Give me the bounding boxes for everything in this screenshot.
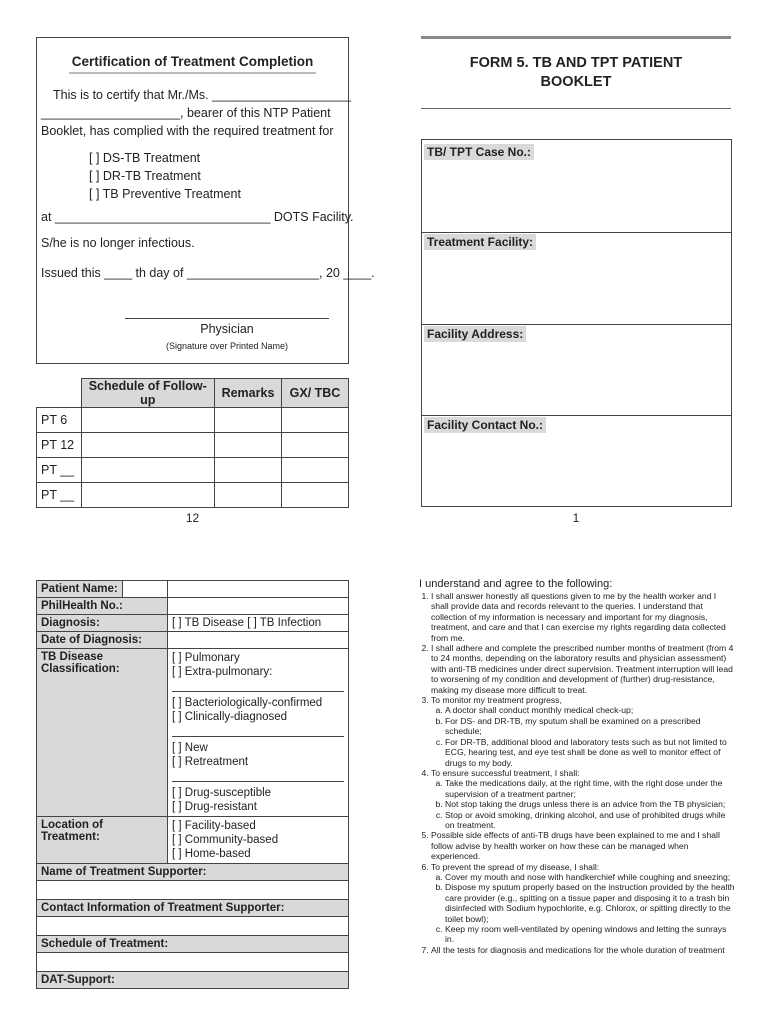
table-cell[interactable] <box>282 483 349 508</box>
issued-line: Issued this ____ th day of ___________________, 20 ____. <box>41 266 375 280</box>
signature-note: (Signature over Printed Name) <box>165 341 289 351</box>
page-number-left: 12 <box>185 511 200 525</box>
supporter-input[interactable] <box>37 881 349 900</box>
table-cell[interactable] <box>81 458 215 483</box>
list-item: b. For DS- and DR-TB, my sputum shall be examined on a prescribed schedule; <box>445 716 735 737</box>
option-ds-tb: [ ] DS-TB Treatment <box>89 151 201 165</box>
schedule-input[interactable] <box>37 953 349 972</box>
field-case-no[interactable] <box>422 140 731 233</box>
location-options[interactable] <box>168 817 349 864</box>
opt-new[interactable]: [ ] New <box>172 742 208 754</box>
opt-extra-pulmonary[interactable]: [ ] Extra-pulmonary: <box>172 666 273 678</box>
form-title-rule-top <box>421 36 731 39</box>
field-case-no-label: TB/ TPT Case No.: <box>424 144 534 160</box>
facility-line: at _______________________________ DOTS Facility. <box>41 210 354 224</box>
certificate-title: Certification of Treatment Completion <box>71 54 314 69</box>
table-row <box>37 458 349 483</box>
classification-label: TB Disease Classification: <box>37 649 168 817</box>
field-facility-contact[interactable] <box>422 415 731 506</box>
list-item: 3. To monitor my treatment progress, a. A doctor shall conduct monthly medical check-up; b. For DS- and DR-TB, my sputum shall be examined on a prescribed schedule; c. For DR-TB, additional blood and laboratory tests such as but not limited to ECG, hearing test, and eye test shall be done as well to monitor effect of drugs to my body. <box>431 695 735 768</box>
list-item: 5. Possible side effects of anti-TB drugs have been explained to me and I shall follow advise by health worker on how these can be managed when experienced. <box>431 830 735 861</box>
contact-input[interactable] <box>37 917 349 936</box>
certificate-line3: Booklet, has complied with the required treatment for <box>41 124 334 138</box>
supporter-label: Name of Treatment Supporter: <box>37 864 349 881</box>
followup-header-blank <box>37 379 82 408</box>
patient-info-table <box>36 580 349 989</box>
form-title-line2: BOOKLET <box>540 74 612 90</box>
list-item: b. Not stop taking the drugs unless there is an advice from the TB physician; <box>445 799 735 809</box>
contact-label: Contact Information of Treatment Supporter: <box>37 900 349 917</box>
dat-label: DAT-Support: <box>37 972 349 989</box>
list-item: c. For DR-TB, additional blood and laboratory tests such as but not limited to ECG, hearing test, and eye test shall be done as well to monitor effect of drugs to my body. <box>445 737 735 768</box>
table-cell[interactable] <box>282 458 349 483</box>
list-item: 6. To prevent the spread of my disease, I shall: a. Cover my mouth and nose with handkerchief while coughing and sneezing; b. Dispose my sputum properly based on the instruction provided by the health care provider (e.g., spitting on a tissue paper and disposing it to a trash bin disinfected with Sodium hypochlorite, e.g. Chlorox, or spitting directly to the toilet bowl); c. Keep my room well-ventilated by opening windows and letting the sunrays in. <box>431 862 735 945</box>
opt-community-based[interactable]: [ ] Community-based <box>172 834 279 846</box>
opt-drug-susceptible[interactable]: [ ] Drug-susceptible <box>172 787 272 799</box>
philhealth-label: PhilHealth No.: <box>37 598 168 615</box>
patient-name-cell[interactable] <box>168 581 349 598</box>
list-item: a. Cover my mouth and nose with handkerchief while coughing and sneezing; <box>445 872 735 882</box>
opt-drug-resistant[interactable]: [ ] Drug-resistant <box>172 801 257 813</box>
signature-line <box>125 318 329 319</box>
field-treatment-facility-label: Treatment Facility: <box>424 234 536 250</box>
certificate-line2: ____________________, bearer of this NTP Patient <box>41 106 331 120</box>
table-cell[interactable] <box>81 433 215 458</box>
form-title <box>421 54 731 92</box>
diagnosis-options[interactable]: [ ] TB Disease [ ] TB Infection <box>168 615 349 632</box>
option-tpt: [ ] TB Preventive Treatment <box>89 187 241 201</box>
table-row <box>37 483 349 508</box>
list-item: b. Dispose my sputum properly based on the instruction provided by the health care provider (e.g., spitting on a tissue paper and disposing it to a trash bin disinfected with Sodium hypochlorite, e.g. Chlorox, or spitting directly to the toilet bowl); <box>445 882 735 924</box>
field-facility-address[interactable] <box>422 324 731 416</box>
table-cell[interactable] <box>282 408 349 433</box>
agreement-list <box>419 591 735 955</box>
list-item: c. Keep my room well-ventilated by opening windows and letting the sunrays in. <box>445 924 735 945</box>
table-cell[interactable] <box>215 433 282 458</box>
list-item: 1. I shall answer honestly all questions given to me by the health worker and I shall provide data and records relevant to the queries. I understand that collection of my information is necessary and important for my diagnosis, treatment, and care and that I can exercise my rights regarding data collected from me. <box>431 591 735 643</box>
list-item: c. Stop or avoid smoking, drinking alcohol, and use of prohibited drugs while on treatment. <box>445 810 735 831</box>
table-row <box>37 408 349 433</box>
list-item: a. A doctor shall conduct monthly medical check-up; <box>445 705 735 715</box>
table-cell[interactable] <box>81 408 215 433</box>
row-label: PT 6 <box>37 408 82 433</box>
form-fields-box <box>421 139 732 507</box>
classification-options[interactable] <box>168 649 349 817</box>
philhealth-input[interactable] <box>168 598 349 615</box>
certificate-line1: This is to certify that Mr./Ms. ____________________ <box>53 88 352 102</box>
date-dx-label: Date of Diagnosis: <box>37 632 168 649</box>
row-label: PT 12 <box>37 433 82 458</box>
certificate-box <box>36 37 375 364</box>
opt-bact-confirmed[interactable]: [ ] Bacteriologically-confirmed <box>172 697 323 709</box>
page-number-right: 1 <box>572 511 580 525</box>
date-dx-input[interactable] <box>168 632 349 649</box>
certificate-title-underline <box>69 72 316 74</box>
schedule-label: Schedule of Treatment: <box>37 936 349 953</box>
physician-label: Physician <box>200 322 254 336</box>
list-item: 4. To ensure successful treatment, I shall: a. Take the medications daily, at the right time, with the right dose under the supervision of a treatment partner; b. Not stop taking the drugs unless there is an advice from the TB physician; c. Stop or avoid smoking, drinking alcohol, and use of prohibited drugs while on treatment. <box>431 768 735 830</box>
list-item: a. Take the medications daily, at the right time, with the right dose under the supervision of a treatment partner; <box>445 778 735 799</box>
table-cell[interactable] <box>81 483 215 508</box>
table-cell[interactable] <box>282 433 349 458</box>
followup-table <box>36 378 349 508</box>
opt-clin-diagnosed[interactable]: [ ] Clinically-diagnosed <box>172 711 288 723</box>
opt-pulmonary[interactable]: [ ] Pulmonary <box>172 652 240 664</box>
agreement-intro: I understand and agree to the following: <box>419 578 613 590</box>
option-dr-tb: [ ] DR-TB Treatment <box>89 169 201 183</box>
patient-name-label: Patient Name: <box>37 581 168 598</box>
followup-header-remarks: Remarks <box>215 379 282 408</box>
followup-header-schedule: Schedule of Follow-up <box>81 379 215 408</box>
infectious-line: S/he is no longer infectious. <box>41 236 195 250</box>
opt-home-based[interactable]: [ ] Home-based <box>172 848 251 860</box>
form-title-line1: FORM 5. TB AND TPT PATIENT <box>469 55 683 71</box>
list-item: 2. I shall adhere and complete the prescribed number months of treatment (from 4 to 24 months, depending on the laboratory results and physician assessment) with anti-TB medicines under direct supervision. Treatment interruption will lead to worsening of my condition and development of (further) drug-resistance, making my disease more difficult to treat. <box>431 643 735 695</box>
field-facility-address-label: Facility Address: <box>424 326 526 342</box>
opt-facility-based[interactable]: [ ] Facility-based <box>172 820 256 832</box>
diagnosis-label: Diagnosis: <box>37 615 168 632</box>
location-label: Location of Treatment: <box>37 817 168 864</box>
list-item: 7. All the tests for diagnosis and medications for the whole duration of treatment <box>431 945 735 955</box>
table-cell[interactable] <box>215 458 282 483</box>
form-title-rule-bottom <box>421 108 731 109</box>
agreement-section <box>419 578 735 955</box>
field-facility-contact-label: Facility Contact No.: <box>424 417 546 433</box>
followup-header-gx: GX/ TBC <box>282 379 349 408</box>
table-row <box>37 433 349 458</box>
row-label: PT __ <box>37 483 82 508</box>
field-treatment-facility[interactable] <box>422 232 731 325</box>
table-cell[interactable] <box>215 483 282 508</box>
opt-retreatment[interactable]: [ ] Retreatment <box>172 756 249 768</box>
patient-name-input[interactable] <box>123 581 167 597</box>
row-label: PT __ <box>37 458 82 483</box>
treatment-options <box>89 149 241 203</box>
table-cell[interactable] <box>215 408 282 433</box>
